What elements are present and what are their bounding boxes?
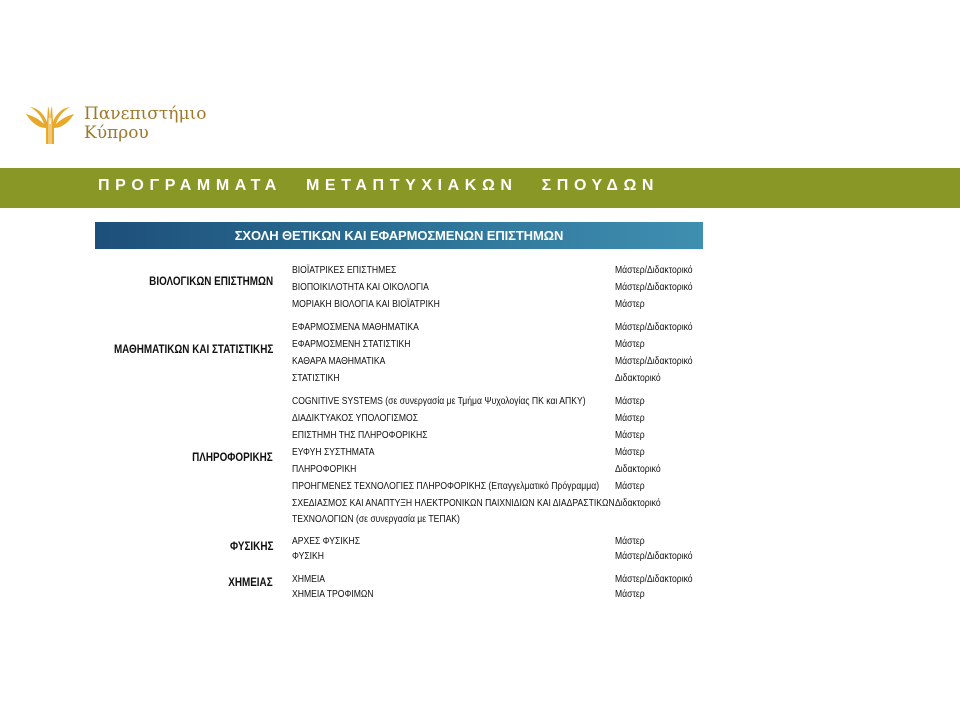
program-degree: Μάστερ/Διδακτορικό [615,573,693,585]
program-degree: Μάστερ [615,298,645,310]
program-degree: Μάστερ/Διδακτορικό [615,281,693,293]
program-degree: Διδακτορικό [615,463,661,475]
program-degree: Μάστερ [615,588,645,600]
program-degree: Μάστερ [615,535,645,547]
program-title: ΑΡΧΕΣ ΦΥΣΙΚΗΣ [292,535,361,547]
university-logo [24,104,206,144]
program-title: ΒΙΟΠΟΙΚΙΛΟΤΗΤΑ ΚΑΙ ΟΙΚΟΛΟΓΙΑ [292,281,429,293]
program-degree: Μάστερ/Διδακτορικό [615,264,693,276]
program-title: ΣΤΑΤΙΣΤΙΚΗ [292,372,340,384]
department-chemistry: ΧΗΜΕΙΑΣ [228,577,273,589]
program-degree: Μάστερ [615,429,645,441]
program-degree: Διδακτορικό [615,497,661,509]
program-title: ΧΗΜΕΙΑ ΤΡΟΦΙΜΩΝ [292,588,374,600]
title-banner [0,168,960,208]
department-biology: ΒΙΟΛΟΓΙΚΩΝ ΕΠΙΣΤΗΜΩΝ [149,276,273,288]
program-degree: Μάστερ/Διδακτορικό [615,355,693,367]
program-title: ΔΙΑΔΙΚΤΥΑΚΟΣ ΥΠΟΛΟΓΙΣΜΟΣ [292,412,419,424]
program-title: ΠΡΟΗΓΜΕΝΕΣ ΤΕΧΝΟΛΟΓΙΕΣ ΠΛΗΡΟΦΟΡΙΚΗΣ (Επαγγελματικό Πρόγραμμα) [292,480,600,492]
banner-title: ΠΡΟΓΡΑΜΜΑΤΑ ΜΕΤΑΠΤΥΧΙΑΚΩΝ ΣΠΟΥΔΩΝ [98,177,660,194]
program-title: ΣΧΕΔΙΑΣΜΟΣ ΚΑΙ ΑΝΑΠΤΥΞΗ ΗΛΕΚΤΡΟΝΙΚΩΝ ΠΑΙΧΝΙΔΙΩΝ ΚΑΙ ΔΙΑΔΡΑΣΤΙΚΩΝ [292,497,615,509]
program-title: ΕΠΙΣΤΗΜΗ ΤΗΣ ΠΛΗΡΟΦΟΡΙΚΗΣ [292,429,428,441]
program-degree: Μάστερ [615,480,645,492]
program-title-continued: ΤΕΧΝΟΛΟΓΙΩΝ (σε συνεργασία με ΤΕΠΑΚ) [292,513,460,525]
program-degree: Μάστερ/Διδακτορικό [615,550,693,562]
program-degree: Μάστερ [615,395,645,407]
program-title: COGNITIVE SYSTEMS (σε συνεργασία με Τμήμα Ψυχολογίας ΠΚ και ΑΠΚΥ) [292,395,586,407]
program-title: ΦΥΣΙΚΗ [292,550,325,562]
program-title: ΜΟΡΙΑΚΗ ΒΙΟΛΟΓΙΑ ΚΑΙ ΒΙΟΪΑΤΡΙΚΗ [292,298,440,310]
program-title: ΕΦΑΡΜΟΣΜΕΝΑ ΜΑΘΗΜΑΤΙΚΑ [292,321,419,333]
tree-logo-icon [24,104,76,144]
program-degree: Μάστερ [615,412,645,424]
program-title: ΕΦΑΡΜΟΣΜΕΝΗ ΣΤΑΤΙΣΤΙΚΗ [292,338,411,350]
program-title: ΒΙΟΪΑΤΡΙΚΕΣ ΕΠΙΣΤΗΜΕΣ [292,264,397,276]
department-mathematics: ΜΑΘΗΜΑΤΙΚΩΝ ΚΑΙ ΣΤΑΤΙΣΤΙΚΗΣ [113,344,273,356]
program-title: ΠΛΗΡΟΦΟΡΙΚΗ [292,463,357,475]
program-degree: Μάστερ [615,446,645,458]
program-title: ΧΗΜΕΙΑ [292,573,326,585]
program-title: ΚΑΘΑΡΑ ΜΑΘΗΜΑΤΙΚΑ [292,355,386,367]
programs-panel [95,222,707,614]
program-degree: Μάστερ/Διδακτορικό [615,321,693,333]
faculty-header: ΣΧΟΛΗ ΘΕΤΙΚΩΝ ΚΑΙ ΕΦΑΡΜΟΣΜΕΝΩΝ ΕΠΙΣΤΗΜΩΝ [95,222,703,249]
logo-line-1: Πανεπιστήμιο [84,104,207,124]
program-title: ΕΥΦΥΗ ΣΥΣΤΗΜΑΤΑ [292,446,375,458]
program-degree: Μάστερ [615,338,645,350]
department-computer-science: ΠΛΗΡΟΦΟΡΙΚΗΣ [192,452,273,464]
logo-line-2: Κύπρου [84,123,149,143]
department-physics: ΦΥΣΙΚΗΣ [229,541,273,553]
program-degree: Διδακτορικό [615,372,661,384]
